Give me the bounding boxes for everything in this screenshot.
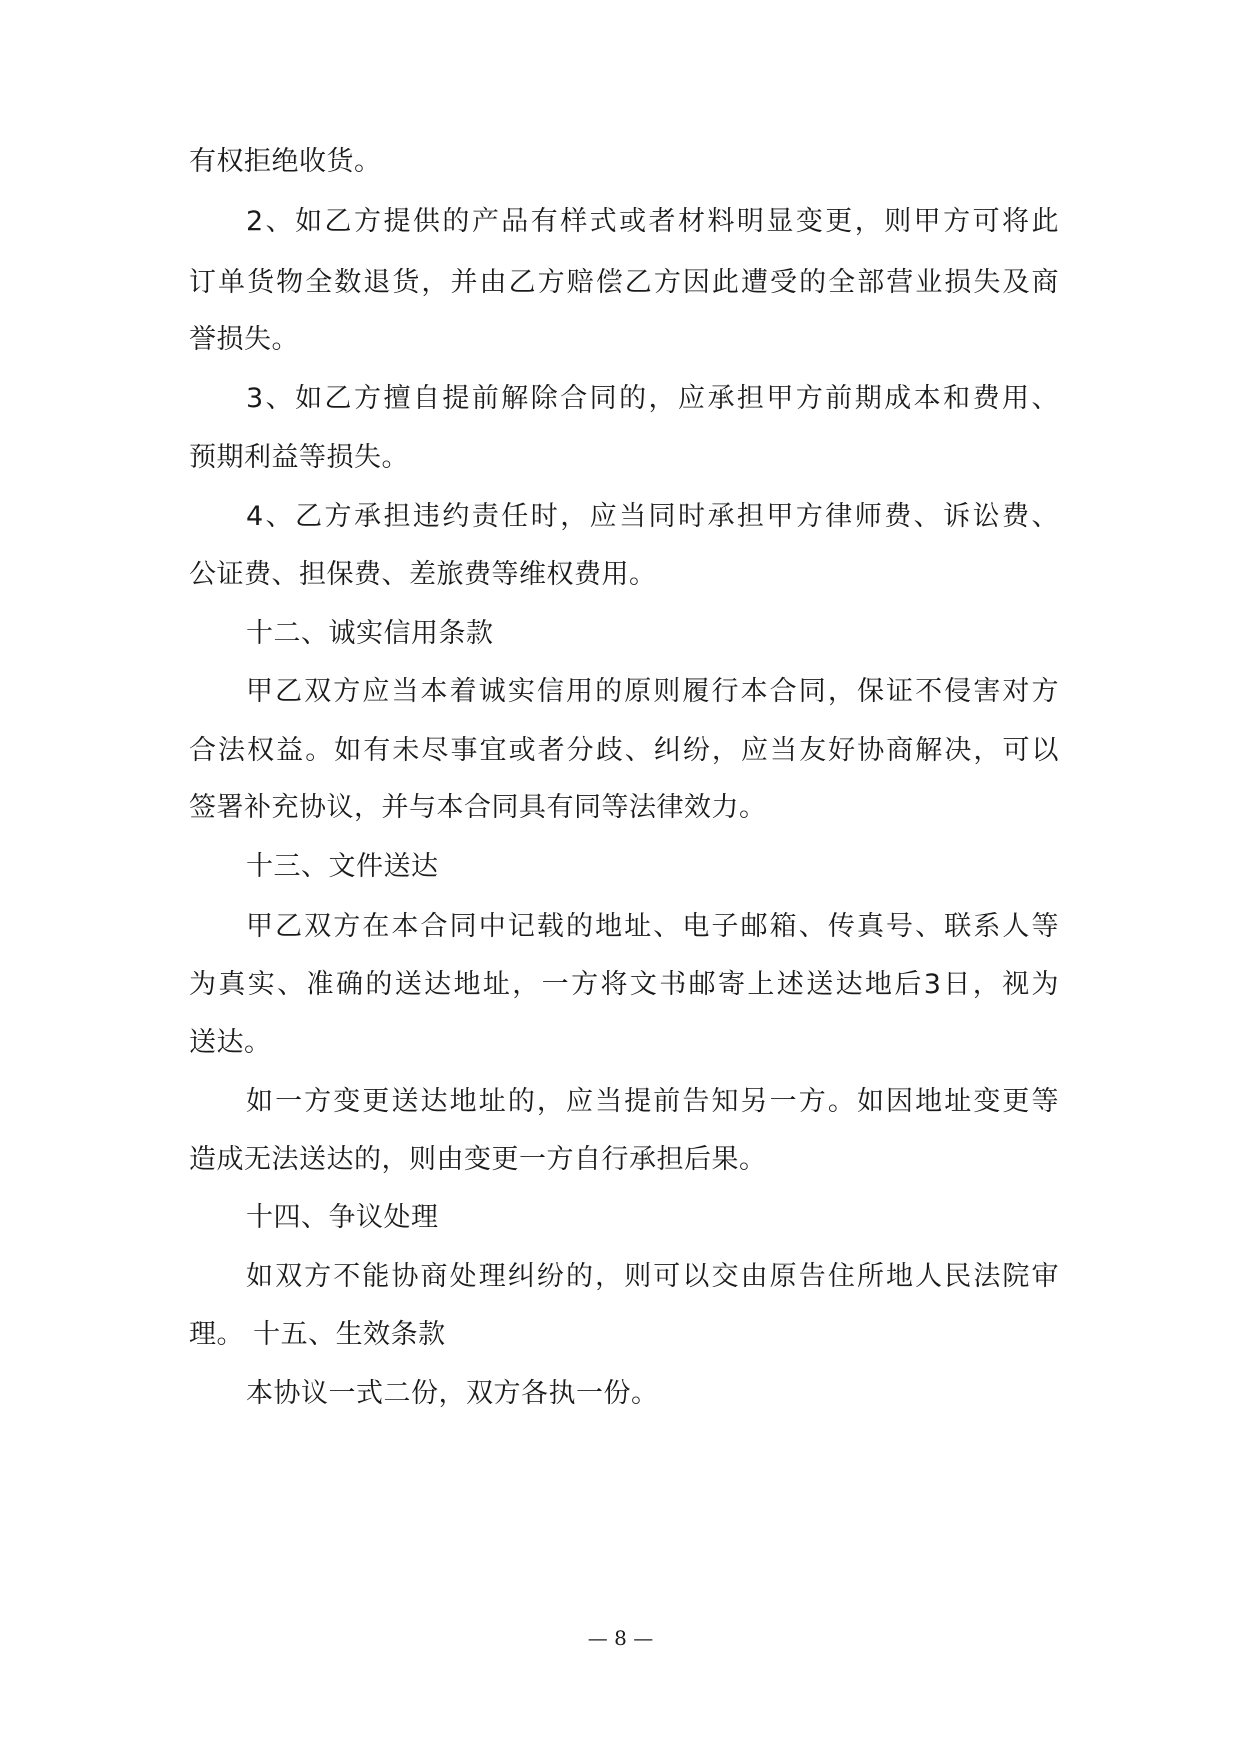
text-line: 如双方不能协商处理纠纷的，则可以交由原告住所地人民法院审: [246, 1261, 1059, 1292]
text-line: 如一方变更送达地址的，应当提前告知另一方。如因地址变更等: [246, 1086, 1059, 1117]
text-line: 本协议一式二份，双方各执一份。: [246, 1378, 659, 1409]
text-line: 合法权益。如有未尽事宜或者分歧、纠纷，应当友好协商解决，可以: [189, 735, 1059, 766]
section-heading: 十三、文件送达: [246, 851, 439, 882]
text-line: 送达。: [189, 1027, 272, 1058]
text-line: 甲乙双方在本合同中记载的地址、电子邮箱、传真号、联系人等: [246, 911, 1059, 942]
text-line: 公证费、担保费、差旅费等维权费用。: [189, 559, 657, 590]
text-line: 预期利益等损失。: [189, 442, 409, 473]
text-line: 甲乙双方应当本着诚实信用的原则履行本合同，保证不侵害对方: [246, 676, 1059, 707]
text-line: 为真实、准确的送达地址，一方将文书邮寄上述送达地后3日，视为: [189, 969, 1059, 1000]
text-line: 4、乙方承担违约责任时，应当同时承担甲方律师费、诉讼费、: [246, 501, 1059, 532]
page-number: — 8 —: [587, 1626, 654, 1650]
text-line: 3、如乙方擅自提前解除合同的，应承担甲方前期成本和费用、: [246, 383, 1059, 414]
text-line: 有权拒绝收货。: [189, 146, 382, 177]
text-line: 造成无法送达的，则由变更一方自行承担后果。: [189, 1144, 767, 1175]
text-line: 理。 十五、生效条款: [189, 1319, 446, 1350]
text-line: 签署补充协议，并与本合同具有同等法律效力。: [189, 792, 767, 823]
text-line: 誉损失。: [189, 324, 299, 355]
text-line: 订单货物全数退货，并由乙方赔偿乙方因此遭受的全部营业损失及商: [189, 267, 1059, 298]
text-line: 2、如乙方提供的产品有样式或者材料明显变更，则甲方可将此: [246, 206, 1059, 237]
section-heading: 十四、争议处理: [246, 1202, 439, 1233]
section-heading: 十二、诚实信用条款: [246, 618, 494, 649]
